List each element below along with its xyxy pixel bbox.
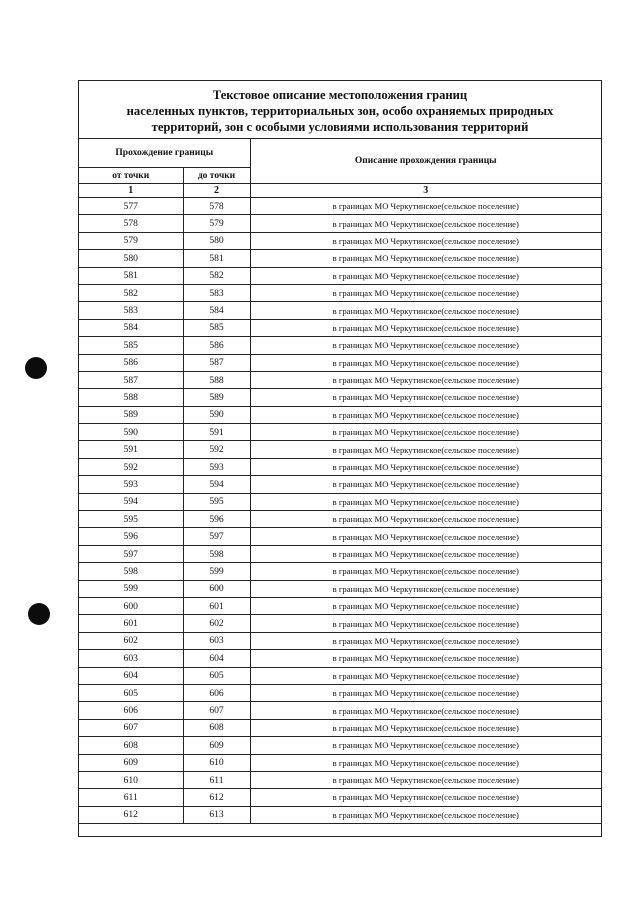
- cell-description: в границах МО Черкутинское(сельское поселение): [250, 754, 601, 771]
- cell-from-point: 591: [79, 441, 183, 458]
- table-row: [79, 441, 601, 458]
- header-to-point: до точки: [183, 168, 250, 184]
- cell-from-point: 600: [79, 597, 183, 614]
- cell-from-point: 579: [79, 232, 183, 249]
- cell-from-point: 580: [79, 250, 183, 267]
- cell-description: в границах МО Черкутинское(сельское поселение): [250, 319, 601, 336]
- cell-to-point: 590: [183, 406, 250, 423]
- cell-description: в границах МО Черкутинское(сельское поселение): [250, 232, 601, 249]
- cell-description: в границах МО Черкутинское(сельское поселение): [250, 476, 601, 493]
- cell-from-point: 599: [79, 580, 183, 597]
- table-row: [79, 215, 601, 232]
- cell-from-point: 596: [79, 528, 183, 545]
- table-row: [79, 458, 601, 475]
- cell-description: в границах МО Черкутинское(сельское поселение): [250, 389, 601, 406]
- cell-to-point: 603: [183, 632, 250, 649]
- table-row: [79, 424, 601, 441]
- cell-to-point: 580: [183, 232, 250, 249]
- cell-to-point: 600: [183, 580, 250, 597]
- cell-from-point: 598: [79, 563, 183, 580]
- table-row: [79, 319, 601, 336]
- cell-from-point: 587: [79, 371, 183, 388]
- cell-description: в границах МО Черкутинское(сельское поселение): [250, 632, 601, 649]
- cell-from-point: 583: [79, 302, 183, 319]
- cell-to-point: 602: [183, 615, 250, 632]
- cell-from-point: 603: [79, 650, 183, 667]
- table-row: [79, 493, 601, 510]
- cell-description: в границах МО Черкутинское(сельское поселение): [250, 737, 601, 754]
- cell-description: в границах МО Черкутинское(сельское поселение): [250, 371, 601, 388]
- cell-from-point: 590: [79, 424, 183, 441]
- boundary-table: [79, 139, 601, 824]
- cell-from-point: 584: [79, 319, 183, 336]
- cell-description: в границах МО Черкутинское(сельское поселение): [250, 719, 601, 736]
- cell-description: в границах МО Черкутинское(сельское поселение): [250, 771, 601, 788]
- cell-to-point: 608: [183, 719, 250, 736]
- table-row: [79, 789, 601, 806]
- cell-from-point: 595: [79, 511, 183, 528]
- cell-description: в границах МО Черкутинское(сельское поселение): [250, 267, 601, 284]
- cell-to-point: 581: [183, 250, 250, 267]
- cell-from-point: 608: [79, 737, 183, 754]
- cell-description: в границах МО Черкутинское(сельское поселение): [250, 458, 601, 475]
- cell-to-point: 609: [183, 737, 250, 754]
- title-line-3: территорий, зон с особыми условиями использования территорий: [151, 119, 529, 134]
- cell-from-point: 605: [79, 684, 183, 701]
- cell-from-point: 585: [79, 337, 183, 354]
- cell-from-point: 581: [79, 267, 183, 284]
- table-row: [79, 719, 601, 736]
- table-row: [79, 371, 601, 388]
- cell-to-point: 598: [183, 545, 250, 562]
- punch-hole: [25, 357, 47, 379]
- cell-description: в границах МО Черкутинское(сельское поселение): [250, 493, 601, 510]
- cell-description: в границах МО Черкутинское(сельское поселение): [250, 302, 601, 319]
- table-row: [79, 232, 601, 249]
- cell-to-point: 605: [183, 667, 250, 684]
- cell-to-point: 613: [183, 806, 250, 823]
- cell-description: в границах МО Черкутинское(сельское поселение): [250, 354, 601, 371]
- cell-to-point: 612: [183, 789, 250, 806]
- document-frame: [78, 80, 602, 837]
- cell-to-point: 596: [183, 511, 250, 528]
- cell-description: в границах МО Черкутинское(сельское поселение): [250, 406, 601, 423]
- table-row: [79, 650, 601, 667]
- cell-to-point: 579: [183, 215, 250, 232]
- header-col-number-2: 2: [183, 184, 250, 198]
- cell-from-point: 577: [79, 198, 183, 215]
- table-row: [79, 597, 601, 614]
- cell-description: в границах МО Черкутинское(сельское поселение): [250, 284, 601, 301]
- table-row: [79, 771, 601, 788]
- cell-from-point: 588: [79, 389, 183, 406]
- cell-description: в границах МО Черкутинское(сельское поселение): [250, 789, 601, 806]
- cell-description: в границах МО Черкутинское(сельское поселение): [250, 806, 601, 823]
- cell-to-point: 601: [183, 597, 250, 614]
- table-row: [79, 250, 601, 267]
- cell-from-point: 578: [79, 215, 183, 232]
- cell-from-point: 609: [79, 754, 183, 771]
- title-line-1: Текстовое описание местоположения границ: [212, 87, 468, 102]
- cell-description: в границах МО Черкутинское(сельское поселение): [250, 511, 601, 528]
- cell-to-point: 587: [183, 354, 250, 371]
- table-row: [79, 267, 601, 284]
- table-row: [79, 563, 601, 580]
- cell-to-point: 597: [183, 528, 250, 545]
- table-row: [79, 284, 601, 301]
- cell-to-point: 582: [183, 267, 250, 284]
- cell-from-point: 592: [79, 458, 183, 475]
- cell-from-point: 597: [79, 545, 183, 562]
- table-row: [79, 302, 601, 319]
- cell-from-point: 594: [79, 493, 183, 510]
- title-line-2: населенных пунктов, территориальных зон, особо охраняемых природных: [126, 103, 554, 118]
- cell-description: в границах МО Черкутинское(сельское поселение): [250, 702, 601, 719]
- cell-to-point: 585: [183, 319, 250, 336]
- header-from-point: от точки: [79, 168, 183, 184]
- cell-to-point: 593: [183, 458, 250, 475]
- table-row: [79, 198, 601, 215]
- table-row: [79, 337, 601, 354]
- cell-from-point: 602: [79, 632, 183, 649]
- cell-to-point: 583: [183, 284, 250, 301]
- header-col-number-3: 3: [250, 184, 601, 198]
- cell-from-point: 589: [79, 406, 183, 423]
- cell-description: в границах МО Черкутинское(сельское поселение): [250, 424, 601, 441]
- cell-to-point: 591: [183, 424, 250, 441]
- cell-to-point: 607: [183, 702, 250, 719]
- table-row: [79, 406, 601, 423]
- cell-description: в границах МО Черкутинское(сельское поселение): [250, 563, 601, 580]
- cell-to-point: 586: [183, 337, 250, 354]
- table-row: [79, 684, 601, 701]
- cell-to-point: 588: [183, 371, 250, 388]
- table-row: [79, 389, 601, 406]
- table-row: [79, 511, 601, 528]
- cell-from-point: 593: [79, 476, 183, 493]
- cell-description: в границах МО Черкутинское(сельское поселение): [250, 597, 601, 614]
- cell-to-point: 594: [183, 476, 250, 493]
- table-row: [79, 528, 601, 545]
- cell-description: в границах МО Черкутинское(сельское поселение): [250, 250, 601, 267]
- table-row: [79, 615, 601, 632]
- cell-from-point: 604: [79, 667, 183, 684]
- cell-description: в границах МО Черкутинское(сельское поселение): [250, 441, 601, 458]
- cell-description: в границах МО Черкутинское(сельское поселение): [250, 684, 601, 701]
- cell-to-point: 584: [183, 302, 250, 319]
- table-row: [79, 754, 601, 771]
- table-row: [79, 580, 601, 597]
- cell-description: в границах МО Черкутинское(сельское поселение): [250, 198, 601, 215]
- table-row: [79, 702, 601, 719]
- cell-description: в границах МО Черкутинское(сельское поселение): [250, 667, 601, 684]
- table-row: [79, 632, 601, 649]
- cell-description: в границах МО Черкутинское(сельское поселение): [250, 580, 601, 597]
- cell-from-point: 612: [79, 806, 183, 823]
- header-col-number-1: 1: [79, 184, 183, 198]
- punch-hole: [28, 603, 50, 625]
- table-row: [79, 354, 601, 371]
- table-row: [79, 737, 601, 754]
- cell-description: в границах МО Черкутинское(сельское поселение): [250, 337, 601, 354]
- cell-to-point: 611: [183, 771, 250, 788]
- cell-from-point: 606: [79, 702, 183, 719]
- cell-description: в границах МО Черкутинское(сельское поселение): [250, 528, 601, 545]
- cell-description: в границах МО Черкутинское(сельское поселение): [250, 545, 601, 562]
- cell-to-point: 610: [183, 754, 250, 771]
- cell-from-point: 582: [79, 284, 183, 301]
- cell-to-point: 595: [183, 493, 250, 510]
- cell-description: в границах МО Черкутинское(сельское поселение): [250, 615, 601, 632]
- cell-from-point: 610: [79, 771, 183, 788]
- cell-from-point: 607: [79, 719, 183, 736]
- cell-description: в границах МО Черкутинское(сельское поселение): [250, 650, 601, 667]
- cell-to-point: 592: [183, 441, 250, 458]
- cell-to-point: 578: [183, 198, 250, 215]
- cell-from-point: 586: [79, 354, 183, 371]
- cell-from-point: 611: [79, 789, 183, 806]
- header-description: Описание прохождения границы: [250, 139, 601, 184]
- document-title: [79, 81, 601, 139]
- cell-from-point: 601: [79, 615, 183, 632]
- cell-to-point: 589: [183, 389, 250, 406]
- cell-to-point: 606: [183, 684, 250, 701]
- table-row: [79, 806, 601, 823]
- table-row: [79, 545, 601, 562]
- table-row: [79, 476, 601, 493]
- cell-to-point: 604: [183, 650, 250, 667]
- table-row: [79, 667, 601, 684]
- cell-description: в границах МО Черкутинское(сельское поселение): [250, 215, 601, 232]
- header-boundary-group: Прохождение границы: [79, 139, 250, 168]
- table-body: [79, 198, 601, 824]
- cell-to-point: 599: [183, 563, 250, 580]
